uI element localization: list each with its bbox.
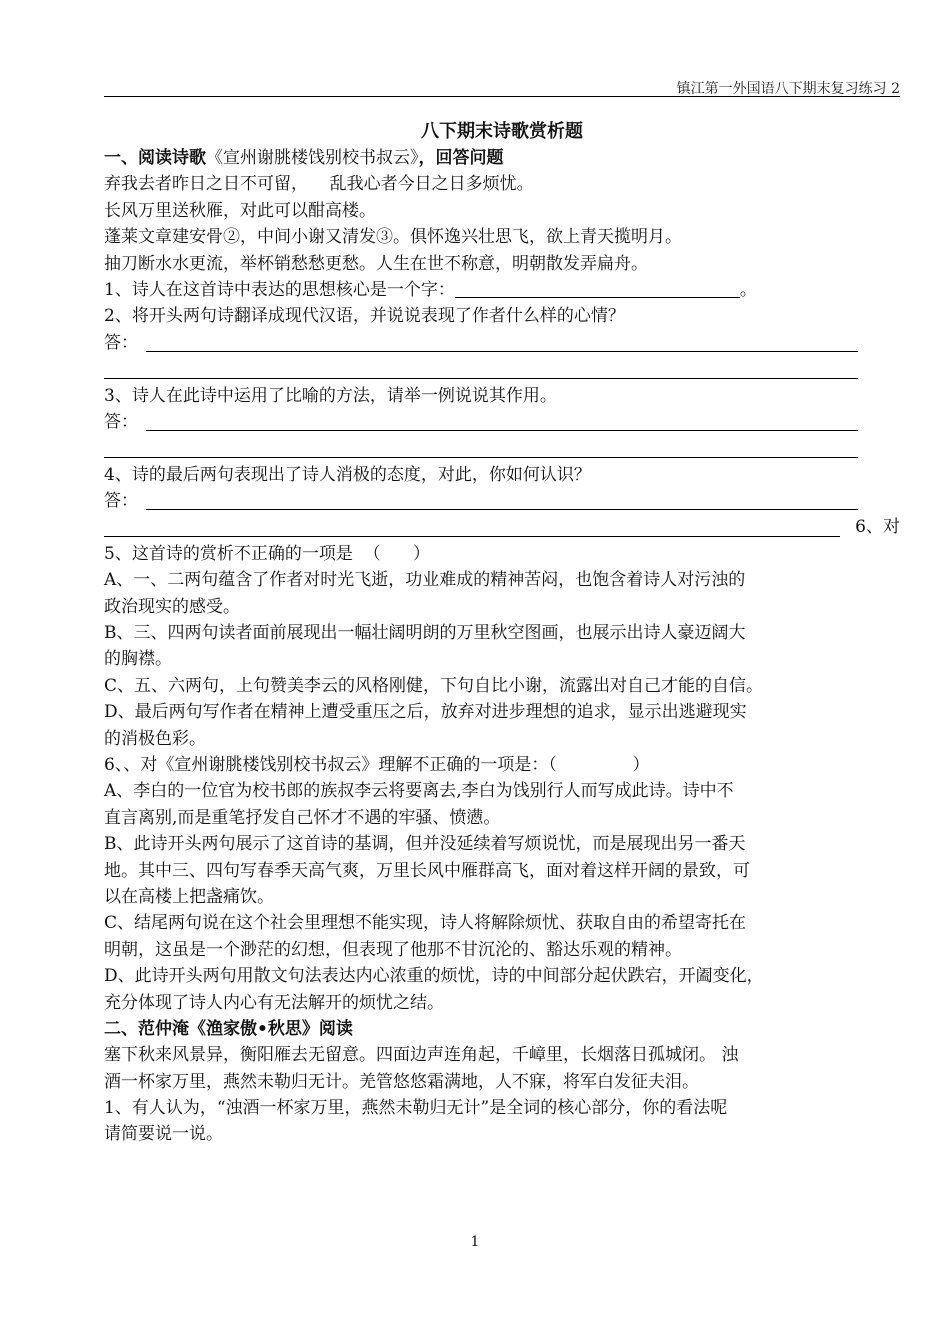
page-title: 八下期末诗歌赏析题 xyxy=(421,121,583,142)
poem-line: 塞下秋来风景异，衡阳雁去无留意。四面边声连角起，千嶂里，长烟落日孤城闭。 浊 xyxy=(104,1045,739,1066)
option-line: D、最后两句写作者在精神上遭受重压之后，放弃对进步理想的追求，显示出逃避现实 xyxy=(104,702,747,723)
section-heading-1 xyxy=(104,145,900,171)
option-line: A、李白的一位官为校书郎的族叔李云将要离去,李白为饯别行人而写成此诗。诗中不 xyxy=(104,781,734,802)
answer-blank[interactable] xyxy=(455,279,740,298)
question-5: 5、这首诗的赏析不正确的一项是 （ ） xyxy=(104,543,431,564)
section-heading-label: 一、阅读诗歌 xyxy=(104,148,206,168)
answer-line[interactable] xyxy=(104,488,900,514)
option-line: B、三、四两句读者面前展现出一幅壮阔明朗的万里秋空图画，也展示出诗人豪迈阔大 xyxy=(104,623,746,644)
answer-underline xyxy=(146,351,858,352)
poem-line: 抽刀断水水更流，举杯销愁愁更愁。人生在世不称意，明朝散发弄扁舟。 xyxy=(104,253,648,274)
document-body xyxy=(104,145,900,1148)
question-3: 3、诗人在此诗中运用了比喻的方法，请举一例说说其作用。 xyxy=(104,385,557,406)
question-line: 请简要说一说。 xyxy=(104,1124,223,1145)
poem-line: 弃我去者昨日之日不可留， 乱我心者今日之日多烦忧。 xyxy=(104,174,534,195)
option-line: D、此诗开头两句用散文句法表达内心浓重的烦忧，诗的中间部分起伏跌宕，开阖变化， xyxy=(104,966,764,987)
section-heading-tail: ，回答问题 xyxy=(418,148,504,168)
question-1-text: 1、诗人在这首诗中表达的思想核心是一个字： xyxy=(104,279,455,300)
answer-underline xyxy=(104,378,858,379)
question-line: 1、有人认为，“浊酒一杯家万里，燕然未勒归无计”是全词的核心部分，你的看法呢 xyxy=(104,1098,728,1119)
question-6: 6、、对《宣州谢朓楼饯别校书叔云》理解不正确的一项是：（ ） xyxy=(104,754,650,775)
answer-line[interactable] xyxy=(104,435,900,461)
answer-underline xyxy=(146,509,858,510)
answer-line[interactable] xyxy=(104,356,900,382)
question-2: 2、将开头两句诗翻译成现代汉语，并说说表现了作者什么样的心情？ xyxy=(104,306,625,327)
poem-line: 酒一杯家万里，燕然未勒归无计。羌管悠悠霜满地，人不寐，将军白发征夫泪。 xyxy=(104,1071,699,1092)
answer-underline xyxy=(146,430,858,431)
option-line: 直言离别,而是重笔抒发自己怀才不遇的牢骚、愤懑。 xyxy=(104,807,501,828)
header-divider xyxy=(104,96,900,97)
option-line: A、一、二两句蕴含了作者对时光飞逝，功业难成的精神苦闷，也饱含着诗人对污浊的 xyxy=(104,570,746,591)
poem-line: 长风万里送秋雁，对此可以酣高楼。 xyxy=(104,200,376,221)
option-line: 充分体现了诗人内心有无法解开的烦忧之结。 xyxy=(104,992,444,1013)
answer-underline xyxy=(104,457,858,458)
poem-title: 《宣州谢朓楼饯别校书叔云》 xyxy=(206,148,419,168)
option-line: 的胸襟。 xyxy=(104,649,172,670)
option-line: B、此诗开头两句展示了这首诗的基调，但并没延续着写烦说忧，而是展现出另一番天 xyxy=(104,834,746,855)
answer-line[interactable] xyxy=(104,330,900,356)
question-1 xyxy=(104,277,900,303)
option-line: C、结尾两句说在这个社会里理想不能实现，诗人将解除烦忧、获取自由的希望寄托在 xyxy=(104,913,747,934)
option-line: 明朝，这虽是一个渺茫的幻想，但表现了他那不甘沉沦的、豁达乐观的精神。 xyxy=(104,939,682,960)
answer-label: 答： xyxy=(104,491,138,512)
option-line: C、五、六两句，上句赞美李云的风格刚健，下句自比小谢，流露出对自己才能的自信。 xyxy=(104,675,764,696)
option-line: 的消极色彩。 xyxy=(104,728,206,749)
answer-label: 答： xyxy=(104,332,138,353)
poem-line: 蓬莱文章建安骨②，中间小谢又清发③。俱怀逸兴壮思飞，欲上青天揽明月。 xyxy=(104,227,682,248)
option-line: 政治现实的感受。 xyxy=(104,596,240,617)
answer-label: 答： xyxy=(104,411,138,432)
page-header: 镇江第一外国语八下期末复习练习 2 xyxy=(676,81,900,97)
answer-underline xyxy=(104,536,840,537)
section-heading-2: 二、范仲淹《渔家傲•秋思》阅读 xyxy=(104,1018,353,1039)
page-number: 1 xyxy=(470,1234,480,1250)
question-1-end: 。 xyxy=(739,279,757,300)
option-line: 以在高楼上把盏痛饮。 xyxy=(104,886,274,907)
stray-text: 6、对 xyxy=(855,517,900,538)
option-line: 地。其中三、四句写春季天高气爽，万里长风中雁群高飞，面对着这样开阔的景致，可 xyxy=(104,860,750,881)
question-4: 4、诗的最后两句表现出了诗人消极的态度，对此，你如何认识？ xyxy=(104,464,591,485)
answer-line[interactable] xyxy=(104,409,900,435)
answer-line[interactable] xyxy=(104,514,900,540)
